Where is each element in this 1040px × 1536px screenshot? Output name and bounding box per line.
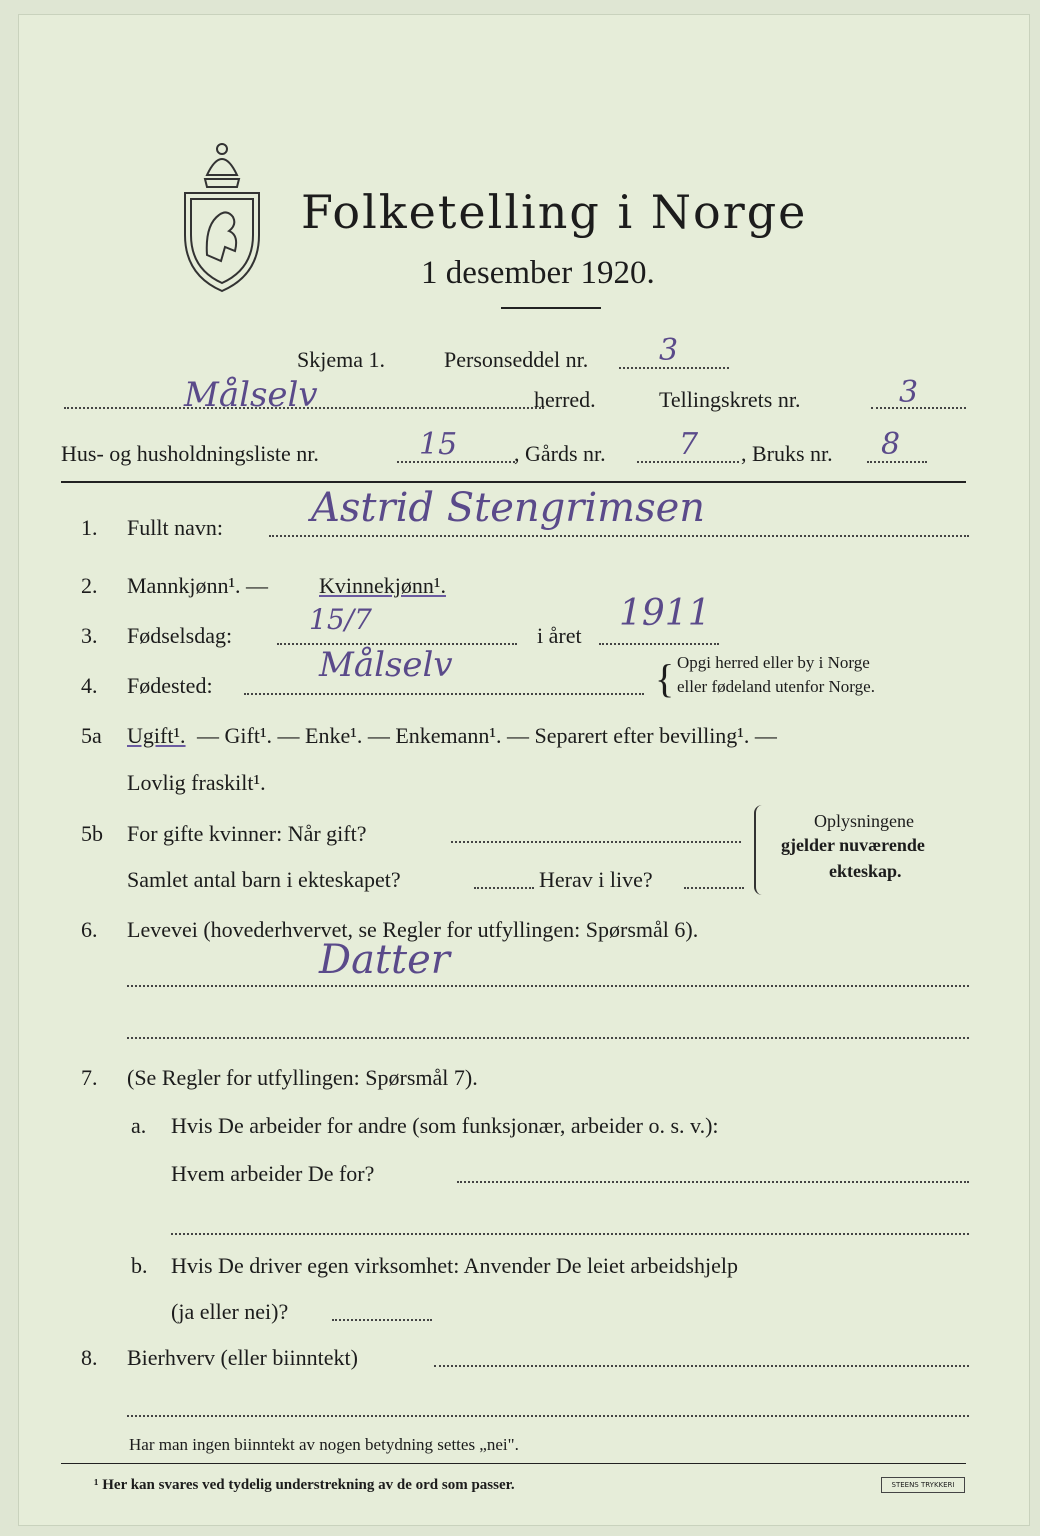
- q5b-bracket: [754, 805, 766, 895]
- q7b-text: Hvis De driver egen virksomhet: Anvender De leiet arbeidshjelp: [171, 1253, 738, 1278]
- q5b-note-line3: ekteskap.: [829, 861, 902, 881]
- q6-number: 6.: [81, 917, 98, 942]
- employer-field[interactable]: [457, 1181, 969, 1183]
- personseddel-label: Personseddel nr.: [444, 347, 589, 372]
- side-income-field-2[interactable]: [127, 1415, 969, 1417]
- q7b-letter: b.: [131, 1253, 148, 1278]
- married-when-field[interactable]: [451, 841, 741, 843]
- gards-label: , Gårds nr.: [514, 441, 606, 466]
- q5b-children-label: Samlet antal barn i ekteskapet?: [127, 867, 401, 892]
- bruks-label: , Bruks nr.: [741, 441, 833, 466]
- birthday-value: 15/7: [309, 603, 372, 636]
- coat-of-arms-icon: [177, 135, 267, 295]
- birthplace-field[interactable]: [244, 693, 644, 695]
- hus-label: Hus- og husholdningsliste nr.: [61, 441, 319, 466]
- q5a-number: 5a: [81, 723, 102, 748]
- q4-number: 4.: [81, 673, 98, 698]
- q6-label: Levevei (hovederhvervet, se Regler for utfyllingen: Spørsmål 6).: [127, 917, 699, 942]
- q1-label: Fullt navn:: [127, 515, 223, 540]
- q7a-text: Hvis De arbeider for andre (som funksjonær, arbeider o. s. v.):: [171, 1113, 719, 1138]
- full-name-value: Astrid Stengrimsen: [311, 485, 706, 531]
- q7a-letter: a.: [131, 1113, 147, 1138]
- occupation-value: Datter: [319, 937, 450, 983]
- personseddel-value: 3: [659, 333, 679, 368]
- employer-field-2[interactable]: [171, 1233, 969, 1235]
- year-label: i året: [537, 623, 582, 648]
- title-divider: [501, 307, 601, 309]
- alive-field[interactable]: [684, 887, 744, 889]
- footer-note: Har man ingen biinntekt av nogen betydning settes „nei".: [129, 1435, 519, 1454]
- hus-value: 15: [419, 427, 458, 462]
- q1-number: 1.: [81, 515, 98, 540]
- tellingskrets-field[interactable]: [871, 407, 966, 409]
- q3-label: Fødselsdag:: [127, 623, 233, 648]
- page-title: Folketelling i Norge: [301, 185, 808, 239]
- q4-brace: {: [655, 656, 675, 701]
- hired-help-field[interactable]: [332, 1319, 432, 1321]
- printer-stamp-text: STEENS TRYKKERI: [891, 1481, 955, 1489]
- q7b-question: (ja eller nei)?: [171, 1299, 289, 1324]
- bruks-value: 8: [881, 427, 901, 462]
- q5b-number: 5b: [81, 821, 103, 846]
- tellingskrets-label: Tellingskrets nr.: [659, 387, 801, 412]
- q4-note-line1: Opgi herred eller by i Norge: [677, 653, 870, 672]
- q7-number: 7.: [81, 1065, 98, 1090]
- year-field[interactable]: [599, 643, 719, 645]
- schema-label: Skjema 1.: [297, 347, 385, 372]
- q3-number: 3.: [81, 623, 98, 648]
- q7-label: (Se Regler for utfyllingen: Spørsmål 7).: [127, 1065, 478, 1090]
- gards-value: 7: [679, 427, 699, 462]
- q5b-married-when: For gifte kvinner: Når gift?: [127, 821, 367, 846]
- q2-number: 2.: [81, 573, 98, 598]
- q2-male: Mannkjønn¹. —: [127, 573, 269, 598]
- q2-female: Kvinnekjønn¹.: [319, 573, 446, 598]
- q5b-note-line2: gjelder nuværende: [781, 835, 925, 855]
- full-name-field[interactable]: [269, 535, 969, 537]
- occupation-field-2[interactable]: [127, 1037, 969, 1039]
- herred-value: Målselv: [184, 375, 318, 415]
- year-value: 1911: [619, 593, 711, 634]
- q5a-unmarried: Ugift¹.: [127, 723, 186, 748]
- q4-label: Fødested:: [127, 673, 213, 698]
- q7a-question: Hvem arbeider De for?: [171, 1161, 375, 1186]
- birthplace-value: Målselv: [319, 645, 453, 685]
- header-divider: [61, 481, 966, 483]
- occupation-field[interactable]: [127, 985, 969, 987]
- q5b-note-line1: Oplysningene: [814, 811, 914, 831]
- q5a-options: — Gift¹. — Enke¹. — Enkemann¹. — Separert efter bevilling¹. —: [197, 723, 777, 748]
- herred-label: herred.: [534, 387, 596, 412]
- printer-stamp: [881, 1477, 965, 1493]
- children-field[interactable]: [474, 887, 534, 889]
- footnote: ¹ Her kan svares ved tydelig understrekning av de ord som passer.: [94, 1477, 515, 1493]
- q5b-alive-label: Herav i live?: [539, 867, 653, 892]
- q4-note-line2: eller fødeland utenfor Norge.: [677, 677, 875, 696]
- q5a-divorced: Lovlig fraskilt¹.: [127, 770, 266, 795]
- tellingskrets-value: 3: [899, 375, 919, 410]
- census-form: [18, 14, 1030, 1526]
- census-date: 1 desember 1920.: [421, 255, 655, 291]
- side-income-field[interactable]: [434, 1365, 969, 1367]
- q8-label: Bierhverv (eller biinntekt): [127, 1345, 358, 1370]
- q8-number: 8.: [81, 1345, 98, 1370]
- footer-divider: [61, 1463, 966, 1464]
